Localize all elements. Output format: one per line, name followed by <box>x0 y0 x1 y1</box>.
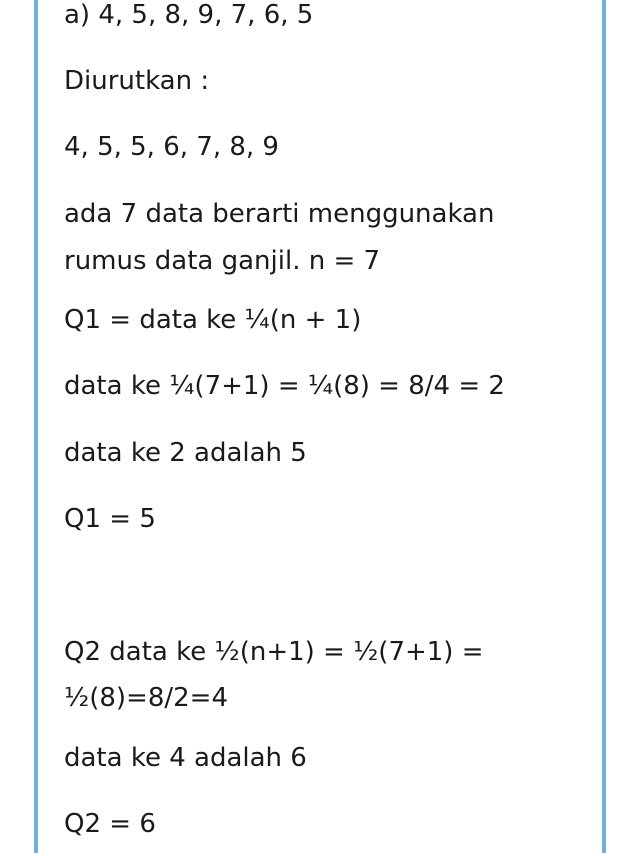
q2-position: data ke 4 adalah 6 <box>64 743 307 773</box>
q1-formula: Q1 = data ke ¼(n + 1) <box>64 305 362 335</box>
q2-formula-line-1: Q2 data ke ½(n+1) = ½(7+1) = <box>64 637 484 667</box>
explanation-line-2: rumus data ganjil. n = 7 <box>64 246 381 276</box>
q1-position: data ke 2 adalah 5 <box>64 438 307 468</box>
problem-statement: a) 4, 5, 8, 9, 7, 6, 5 <box>64 0 314 30</box>
q2-formula-line-2: ½(8)=8/2=4 <box>64 683 228 713</box>
q1-calculation: data ke ¼(7+1) = ¼(8) = 8/4 = 2 <box>64 371 505 401</box>
sorted-data: 4, 5, 5, 6, 7, 8, 9 <box>64 132 279 162</box>
q2-result: Q2 = 6 <box>64 809 156 839</box>
answer-card-border <box>34 0 606 853</box>
q1-result: Q1 = 5 <box>64 504 156 534</box>
explanation-line-1: ada 7 data berarti menggunakan <box>64 199 495 229</box>
sorted-label: Diurutkan : <box>64 66 210 96</box>
